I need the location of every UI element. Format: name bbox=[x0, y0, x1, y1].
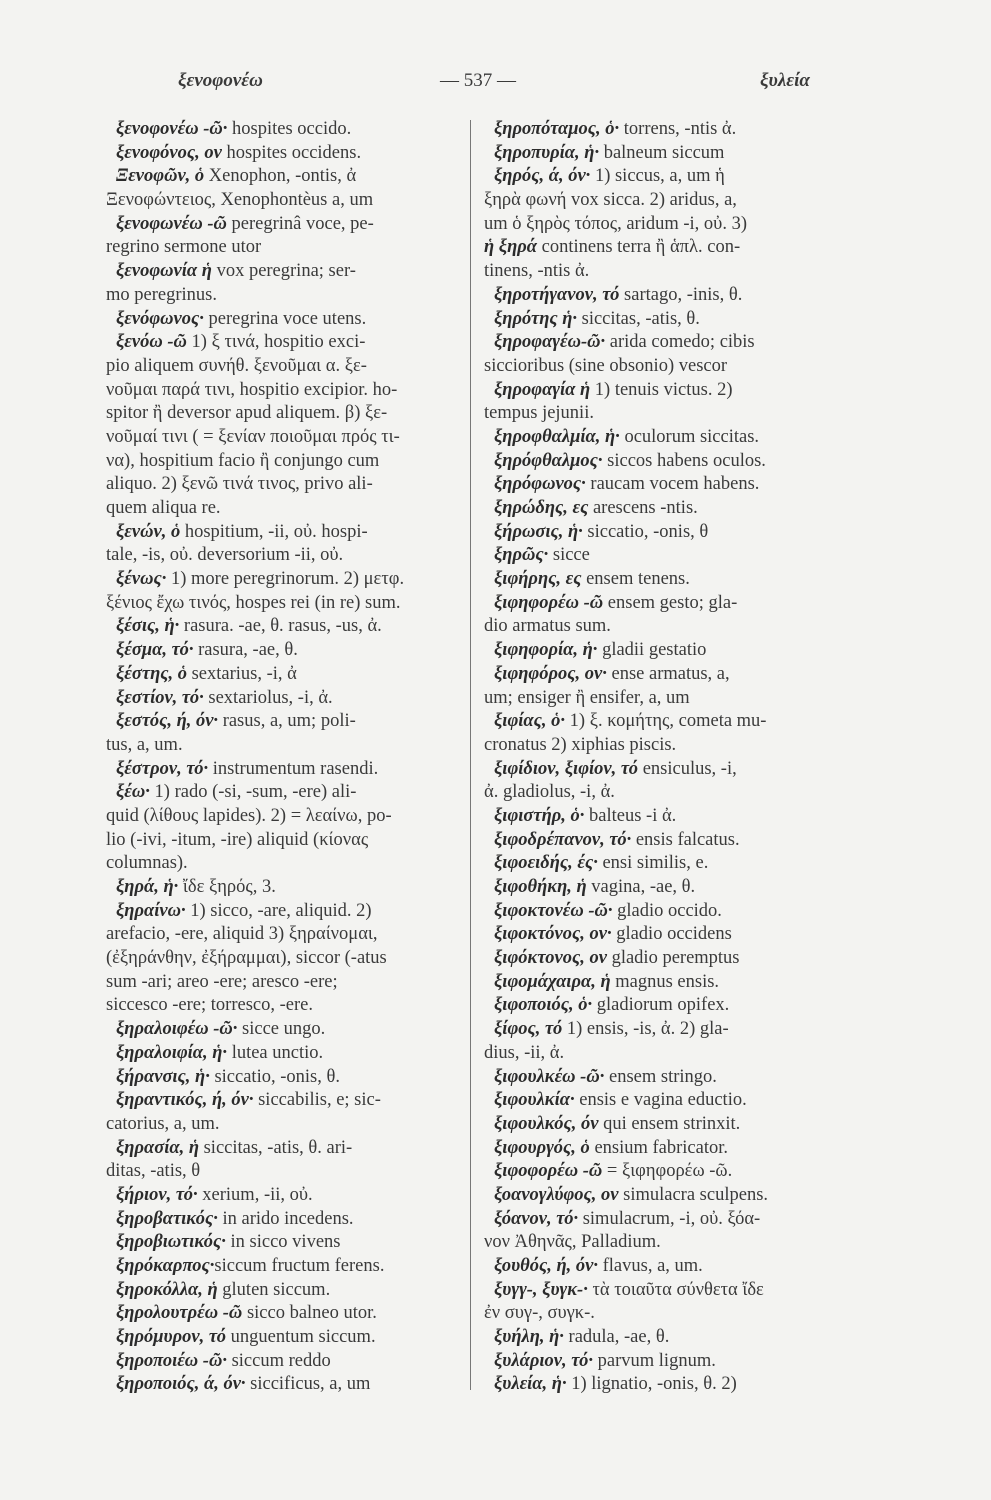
dictionary-entry-line bbox=[106, 308, 466, 332]
definition-text: Xenophon, -ontis, ἀ bbox=[204, 166, 357, 187]
definition-text: ensis falcatus. bbox=[631, 829, 740, 850]
continuation-line bbox=[106, 473, 466, 497]
headword: ξιφοκτόνος, ον· bbox=[494, 924, 612, 945]
definition-text: ἀ. gladiolus, -i, ἀ. bbox=[484, 782, 615, 803]
definition-text: gladii gestatio bbox=[597, 640, 707, 661]
dictionary-entry-line bbox=[106, 568, 466, 592]
continuation-line bbox=[106, 1160, 466, 1184]
dictionary-entry-line bbox=[106, 1302, 466, 1326]
definition-text: gluten siccum. bbox=[217, 1279, 331, 1300]
definition-text: sextariolus, -i, ἀ. bbox=[203, 687, 333, 708]
definition-text: ensi similis, e. bbox=[597, 853, 709, 874]
dictionary-entry-line bbox=[484, 497, 876, 521]
definition-text: sum -ari; areo -ere; aresco -ere; bbox=[106, 971, 338, 992]
dictionary-entry-line bbox=[106, 1255, 466, 1279]
dictionary-entry-line bbox=[106, 1208, 466, 1232]
dictionary-entry-line bbox=[106, 663, 466, 687]
headword: ξηροφθαλμία, ἡ· bbox=[494, 426, 620, 447]
definition-text: sicce ungo. bbox=[237, 1019, 326, 1040]
definition-text: Ξενοφώντειος, Xenophontèus a, um bbox=[106, 190, 374, 211]
headword: ξιφοκτονέω -ῶ· bbox=[494, 900, 613, 921]
headword: ξηραλοιφία, ἡ· bbox=[116, 1042, 228, 1063]
headword: ξιφουργός, ὁ bbox=[494, 1137, 590, 1158]
headword: ξουθός, ή, όν· bbox=[494, 1256, 598, 1276]
definition-text: siccificus, a, um bbox=[245, 1374, 371, 1395]
headword: ξέστρον, τό· bbox=[116, 758, 209, 779]
headword: ξόανον, τό· bbox=[494, 1208, 579, 1229]
dictionary-entry-line bbox=[484, 1137, 876, 1161]
definition-text: rasura. -ae, θ. rasus, -us, ἀ. bbox=[179, 616, 382, 637]
headword: ξηροπυρία, ἡ· bbox=[494, 142, 600, 163]
dictionary-entry-line bbox=[106, 331, 466, 355]
dictionary-entry-line bbox=[484, 1089, 876, 1113]
headword: ξήριον, τό· bbox=[116, 1184, 198, 1205]
dictionary-entry-line bbox=[484, 947, 876, 971]
continuation-line bbox=[484, 260, 876, 284]
continuation-line bbox=[106, 544, 466, 568]
dictionary-entry-line bbox=[484, 900, 876, 924]
headword: ξιφοθήκη, ἡ bbox=[494, 877, 587, 897]
definition-text: tale, -is, οὐ. deversorium -ii, οὐ. bbox=[106, 545, 344, 566]
definition-text: τὰ τοιαῦτα σύνθετα ἴδε bbox=[587, 1279, 764, 1300]
headword: ξηρόκαρπος· bbox=[116, 1256, 215, 1276]
headword: ξηραίνω· bbox=[116, 900, 186, 921]
dictionary-entry-line bbox=[484, 876, 876, 900]
continuation-line bbox=[484, 734, 876, 758]
continuation-line bbox=[106, 426, 466, 450]
headword: ξιφηφορέω -ῶ bbox=[494, 592, 604, 613]
continuation-line bbox=[106, 497, 466, 521]
dictionary-entry-line bbox=[106, 1137, 466, 1161]
definition-text: balneum siccum bbox=[599, 142, 725, 163]
headword: ξηρά, ἡ· bbox=[116, 877, 179, 897]
definition-text: 1) ξ τινά, hospitio exci- bbox=[186, 332, 366, 353]
definition-text: flavus, a, um. bbox=[598, 1256, 703, 1276]
dictionary-entry-line bbox=[484, 426, 876, 450]
continuation-line bbox=[106, 450, 466, 474]
headword: ξιφοειδής, ές· bbox=[494, 853, 598, 874]
headword: ξιφοδρέπανον, τό· bbox=[494, 829, 632, 850]
dictionary-entry-line bbox=[484, 592, 876, 616]
definition-text: ensium fabricator. bbox=[589, 1137, 729, 1158]
definition-text: ensem tenens. bbox=[581, 569, 690, 590]
definition-text: gladiorum opifex. bbox=[592, 995, 730, 1016]
dictionary-entry-line bbox=[106, 876, 466, 900]
dictionary-entry-line bbox=[106, 260, 466, 284]
definition-text: gladio occidens bbox=[611, 924, 732, 945]
definition-text: sicce bbox=[548, 545, 590, 566]
definition-text: dius, -ii, ἀ. bbox=[484, 1042, 565, 1063]
headword: ξηροφαγία ἡ bbox=[494, 379, 591, 400]
headword: ξιφομάχαιρα, ἡ bbox=[494, 971, 611, 992]
dictionary-entry-line bbox=[106, 1066, 466, 1090]
definition-text: quid (λίθους lapides). 2) = λεαίνω, po- bbox=[106, 805, 392, 826]
continuation-line bbox=[106, 355, 466, 379]
dictionary-entry-line bbox=[484, 710, 876, 734]
left-column bbox=[106, 118, 466, 1397]
headword: ξιφήρης, ες bbox=[494, 569, 582, 590]
dictionary-entry-line bbox=[484, 450, 876, 474]
headword: Ξενοφῶν, ὁ bbox=[116, 166, 205, 187]
definition-text: ensem stringo. bbox=[604, 1066, 717, 1087]
headword: ξηρότης ἡ· bbox=[494, 308, 577, 329]
headword: ξηραντικός, ή, όν· bbox=[116, 1090, 254, 1111]
definition-text: siccos habens oculos. bbox=[602, 450, 766, 471]
dictionary-entry-line bbox=[484, 1018, 876, 1042]
continuation-line bbox=[484, 189, 876, 213]
continuation-line bbox=[106, 947, 466, 971]
dictionary-entry-line bbox=[106, 1373, 466, 1397]
definition-text: 1) more peregrinorum. 2) μετφ. bbox=[166, 569, 405, 590]
headword: ξιφηφορία, ἡ· bbox=[494, 640, 598, 661]
definition-text: tinens, -ntis ἀ. bbox=[484, 261, 590, 282]
definition-text: ensem gesto; gla- bbox=[603, 592, 738, 613]
headword: ξυλεία, ἡ· bbox=[494, 1374, 567, 1395]
dictionary-entry-line bbox=[484, 994, 876, 1018]
continuation-line bbox=[106, 189, 466, 213]
headword: ξιφηφόρος, ον· bbox=[494, 663, 607, 684]
definition-text: siccabilis, e; sic- bbox=[253, 1090, 381, 1111]
definition-text: siccum reddo bbox=[226, 1350, 331, 1371]
definition-text: simulacra sculpens. bbox=[618, 1184, 769, 1205]
headword: ξυλάριον, τό· bbox=[494, 1350, 594, 1371]
definition-text: pio aliquem συνήθ. ξενοῦμαι α. ξε- bbox=[106, 355, 367, 376]
definition-text: 1) tenuis victus. 2) bbox=[590, 379, 733, 400]
dictionary-entry-line bbox=[106, 639, 466, 663]
definition-text: tempus jejunii. bbox=[484, 403, 594, 424]
definition-text: arida comedo; cibis bbox=[605, 332, 755, 353]
definition-text: raucam vocem habens. bbox=[585, 474, 760, 495]
definition-text: siccatio, -onis, θ bbox=[582, 521, 709, 542]
headword: ξηρός, ά, όν· bbox=[494, 166, 591, 187]
dictionary-entry-line bbox=[484, 1255, 876, 1279]
definition-text: peregrinâ voce, pe- bbox=[226, 213, 374, 234]
definition-text: siccesco -ere; torresco, -ere. bbox=[106, 995, 313, 1016]
headword: ξηροφαγέω-ῶ· bbox=[494, 332, 606, 353]
headword: ξένως· bbox=[116, 569, 167, 590]
definition-text: rasus, a, um; poli- bbox=[218, 711, 356, 732]
continuation-line bbox=[106, 379, 466, 403]
definition-text: 1) ensis, -is, ἀ. 2) gla- bbox=[562, 1019, 729, 1040]
definition-text: spitor ἢ deversor apud aliquem. β) ξε- bbox=[106, 403, 388, 424]
dictionary-entry-line bbox=[484, 805, 876, 829]
definition-text: um ὁ ξηρὸς τόπος, aridum -i, οὐ. 3) bbox=[484, 213, 747, 234]
continuation-line bbox=[106, 1113, 466, 1137]
dictionary-entry-line bbox=[484, 1113, 876, 1137]
headword: ξιφόκτονος, ον bbox=[494, 948, 607, 969]
dictionary-entry-line bbox=[484, 1350, 876, 1374]
continuation-line bbox=[484, 355, 876, 379]
headword: ξενοφόνος, ον bbox=[116, 142, 222, 163]
running-head-right: ξυλεία bbox=[760, 70, 810, 91]
dictionary-entry-line bbox=[484, 1160, 876, 1184]
page-number: — 537 — bbox=[440, 70, 516, 91]
headword: ξέστης, ὁ bbox=[116, 663, 187, 684]
dictionary-entry-line bbox=[484, 1326, 876, 1350]
dictionary-entry-line bbox=[484, 829, 876, 853]
dictionary-entry-line bbox=[106, 710, 466, 734]
definition-text: νοῦμαι παρά τινι, hospitio excipior. ho- bbox=[106, 379, 398, 400]
continuation-line bbox=[106, 284, 466, 308]
headword: ξίφος, τό bbox=[494, 1019, 563, 1040]
definition-text: gladio occido. bbox=[612, 900, 722, 921]
definition-text: regrino sermone utor bbox=[106, 237, 262, 258]
headword: ξεστός, ή, όν· bbox=[116, 711, 219, 732]
dictionary-entry-line bbox=[484, 118, 876, 142]
running-head-left: ξενοφονέω bbox=[178, 70, 263, 91]
headword: ξοανογλύφος, ον bbox=[494, 1184, 619, 1205]
continuation-line bbox=[106, 236, 466, 260]
headword: ξηροβατικός· bbox=[116, 1208, 218, 1229]
definition-text: ensiculus, -i, bbox=[638, 758, 737, 779]
continuation-line bbox=[106, 805, 466, 829]
definition-text: sartago, -inis, θ. bbox=[619, 284, 743, 305]
dictionary-entry-line bbox=[106, 1018, 466, 1042]
dictionary-entry-line bbox=[484, 544, 876, 568]
dictionary-entry-line bbox=[106, 1042, 466, 1066]
dictionary-entry-line bbox=[484, 331, 876, 355]
dictionary-entry-line bbox=[484, 1373, 876, 1397]
dictionary-entry-line bbox=[484, 923, 876, 947]
headword: ξιφουλκός, όν bbox=[494, 1113, 599, 1134]
headword: ξηραλοιφέω -ῶ· bbox=[116, 1019, 238, 1040]
dictionary-entry-line bbox=[106, 142, 466, 166]
dictionary-entry-line bbox=[106, 1350, 466, 1374]
definition-text: 1) lignatio, -onis, θ. 2) bbox=[566, 1374, 737, 1395]
dictionary-entry-line bbox=[484, 639, 876, 663]
continuation-line bbox=[106, 592, 466, 616]
column-divider bbox=[470, 120, 471, 1390]
headword: ξιφοφορέω -ῶ bbox=[494, 1161, 603, 1182]
definition-text: ensis e vagina eductio. bbox=[574, 1090, 747, 1111]
definition-text: um; ensiger ἢ ensifer, a, um bbox=[484, 687, 690, 708]
definition-text: lio (-ivi, -itum, -ire) aliquid (κίονας bbox=[106, 829, 369, 850]
dictionary-entry-line bbox=[106, 1089, 466, 1113]
definition-text: siccum fructum ferens. bbox=[214, 1256, 385, 1276]
dictionary-entry-line bbox=[484, 308, 876, 332]
continuation-line bbox=[484, 1231, 876, 1255]
definition-text: instrumentum rasendi. bbox=[208, 758, 379, 779]
headword: ξενόω -ῶ bbox=[116, 332, 187, 353]
dictionary-entry-line bbox=[484, 521, 876, 545]
definition-text: ditas, -atis, θ bbox=[106, 1161, 201, 1182]
dictionary-entry-line bbox=[484, 236, 876, 260]
definition-text: vagina, -ae, θ. bbox=[586, 877, 696, 897]
definition-text: in arido incedens. bbox=[217, 1208, 354, 1229]
headword: ξενών, ὁ bbox=[116, 521, 181, 542]
definition-text: tus, a, um. bbox=[106, 734, 183, 755]
definition-text: ἐν συγ-, συγκ-. bbox=[484, 1303, 595, 1324]
continuation-line bbox=[106, 852, 466, 876]
continuation-line bbox=[106, 971, 466, 995]
dictionary-entry-line bbox=[484, 971, 876, 995]
headword: ξιφοποιός, ὁ· bbox=[494, 995, 593, 1016]
definition-text: cronatus 2) xiphias piscis. bbox=[484, 734, 677, 755]
continuation-line bbox=[484, 213, 876, 237]
definition-text: qui ensem strinxit. bbox=[598, 1113, 741, 1134]
definition-text: unguentum siccum. bbox=[226, 1327, 376, 1348]
definition-text: magnus ensis. bbox=[610, 971, 720, 992]
definition-text: mo peregrinus. bbox=[106, 284, 217, 305]
definition-text: torrens, -ntis ἀ. bbox=[619, 119, 737, 139]
headword: ξιφιστήρ, ὁ· bbox=[494, 805, 585, 826]
dictionary-entry-line bbox=[484, 379, 876, 403]
dictionary-entry-line bbox=[484, 568, 876, 592]
definition-text: peregrina voce utens. bbox=[203, 308, 367, 329]
definition-text: siccitas, -atis, θ. bbox=[577, 308, 700, 329]
right-column bbox=[484, 118, 876, 1397]
definition-text: catorius, a, um. bbox=[106, 1113, 220, 1134]
definition-text: gladio peremptus bbox=[606, 948, 740, 969]
headword: ξυγγ-, ξυγκ-· bbox=[494, 1279, 588, 1300]
continuation-line bbox=[484, 1042, 876, 1066]
dictionary-entry-line bbox=[106, 1326, 466, 1350]
dictionary-entry-line bbox=[484, 473, 876, 497]
headword: ξενοφονέω -ῶ· bbox=[116, 119, 228, 139]
dictionary-entry-line bbox=[106, 1279, 466, 1303]
dictionary-entry-line bbox=[106, 615, 466, 639]
definition-text: 1) rado (-si, -sum, -ere) ali- bbox=[149, 782, 357, 803]
definition-text: hospitium, -ii, οὐ. hospi- bbox=[180, 521, 368, 542]
headword: ξενοφωνέω -ῶ bbox=[116, 213, 227, 234]
continuation-line bbox=[106, 923, 466, 947]
dictionary-entry-line bbox=[484, 1208, 876, 1232]
definition-text: in sicco vivens bbox=[225, 1232, 341, 1253]
definition-text: arescens -ntis. bbox=[588, 498, 698, 518]
dictionary-entry-line bbox=[106, 758, 466, 782]
dictionary-entry-line bbox=[106, 165, 466, 189]
definition-text: ξηρὰ φωνή vox sicca. 2) aridus, a, bbox=[484, 190, 737, 211]
definition-text: balteus -i ἀ. bbox=[584, 805, 677, 826]
continuation-line bbox=[484, 1302, 876, 1326]
dictionary-entry-line bbox=[106, 1184, 466, 1208]
headword: ξενόφωνος· bbox=[116, 308, 204, 329]
dictionary-entry-line bbox=[106, 521, 466, 545]
definition-text: xerium, -ii, οὐ. bbox=[197, 1184, 313, 1205]
headword: ξηρόφθαλμος· bbox=[494, 450, 603, 471]
headword: ξιφίας, ὁ· bbox=[494, 711, 566, 732]
definition-text: να), hospitium facio ἢ conjungo cum bbox=[106, 450, 380, 471]
definition-text: radula, -ae, θ. bbox=[563, 1327, 670, 1348]
definition-text: sextarius, -i, ἀ bbox=[186, 663, 297, 684]
definition-text: vox peregrina; ser- bbox=[211, 261, 356, 282]
dictionary-entry-line bbox=[106, 118, 466, 142]
definition-text: parvum lignum. bbox=[593, 1350, 716, 1371]
headword: ξιφίδιον, ξιφίον, τό bbox=[494, 758, 639, 779]
definition-text: siccioribus (sine obsonio) vescor bbox=[484, 355, 728, 376]
headword: ξηρόμυρον, τό bbox=[116, 1327, 227, 1348]
dictionary-entry-line bbox=[484, 142, 876, 166]
definition-text: νοῦμαί τινι ( = ξενίαν ποιοῦμαι πρός τι- bbox=[106, 426, 400, 447]
headword: ξηρολουτρέω -ῶ bbox=[116, 1303, 243, 1324]
continuation-line bbox=[106, 734, 466, 758]
definition-text: rasura, -ae, θ. bbox=[193, 640, 298, 661]
definition-text: (ἐξηράνθην, ἐξήραμμαι), siccor (-atus bbox=[106, 948, 387, 969]
headword: ἡ ξηρά bbox=[484, 237, 538, 258]
dictionary-entry-line bbox=[106, 687, 466, 711]
headword: ξηρῶς· bbox=[494, 545, 549, 566]
definition-text: quem aliqua re. bbox=[106, 498, 221, 518]
dictionary-entry-line bbox=[484, 284, 876, 308]
definition-text: 1) siccus, a, um ἡ bbox=[590, 166, 725, 187]
continuation-line bbox=[106, 829, 466, 853]
definition-text: νον Ἀθηνᾶς, Palladium. bbox=[484, 1232, 661, 1253]
headword: ξεστίον, τό· bbox=[116, 687, 204, 708]
dictionary-entry-line bbox=[484, 1184, 876, 1208]
headword: ξιφουλκέω -ῶ· bbox=[494, 1066, 605, 1087]
definition-text: aliquo. 2) ξενῶ τινά τινος, privo ali- bbox=[106, 474, 373, 495]
headword: ξέσμα, τό· bbox=[116, 640, 194, 661]
definition-text: dio armatus sum. bbox=[484, 616, 611, 637]
headword: ξέω· bbox=[116, 782, 150, 803]
dictionary-entry-line bbox=[484, 663, 876, 687]
definition-text: lutea unctio. bbox=[227, 1042, 324, 1063]
dictionary-entry-line bbox=[106, 1231, 466, 1255]
definition-text: siccitas, -atis, θ. ari- bbox=[198, 1137, 353, 1158]
definition-text: hospites occido. bbox=[227, 119, 352, 139]
continuation-line bbox=[106, 402, 466, 426]
headword: ξηρώδης, ες bbox=[494, 498, 589, 518]
definition-text: = ξιφηφορέω -ῶ. bbox=[602, 1161, 733, 1182]
headword: ξηροκόλλα, ἡ bbox=[116, 1279, 218, 1300]
definition-text: siccatio, -onis, θ. bbox=[209, 1066, 340, 1087]
continuation-line bbox=[484, 687, 876, 711]
headword: ξήρανσις, ἡ· bbox=[116, 1066, 210, 1087]
headword: ξενοφωνία ἡ bbox=[116, 261, 212, 282]
headword: ξιφουλκία· bbox=[494, 1090, 575, 1111]
definition-text: oculorum siccitas. bbox=[619, 426, 760, 447]
definition-text: 1) sicco, -are, aliquid. 2) bbox=[185, 900, 372, 921]
headword: ξηροποιέω -ῶ· bbox=[116, 1350, 227, 1371]
dictionary-entry-line bbox=[106, 213, 466, 237]
definition-text: ξένιος ἔχω τινός, hospes rei (in re) sum. bbox=[106, 592, 401, 613]
definition-text: hospites occidens. bbox=[221, 142, 362, 163]
definition-text: arefacio, -ere, aliquid 3) ξηραίνομαι, bbox=[106, 924, 378, 945]
dictionary-entry-line bbox=[484, 1066, 876, 1090]
headword: ξηροποιός, ά, όν· bbox=[116, 1374, 246, 1395]
definition-text: sicco balneo utor. bbox=[242, 1303, 377, 1324]
dictionary-entry-line bbox=[106, 781, 466, 805]
definition-text: ἴδε ξηρός, 3. bbox=[178, 877, 276, 897]
headword: ξηροβιωτικός· bbox=[116, 1232, 226, 1253]
definition-text: 1) ξ. κομήτης, cometa mu- bbox=[565, 711, 767, 732]
headword: ξηροτήγανον, τό bbox=[494, 284, 620, 305]
dictionary-entry-line bbox=[484, 758, 876, 782]
continuation-line bbox=[484, 615, 876, 639]
continuation-line bbox=[106, 994, 466, 1018]
definition-text: continens terra ἢ ἁπλ. con- bbox=[537, 237, 741, 258]
dictionary-entry-line bbox=[484, 852, 876, 876]
headword: ξηρόφωνος· bbox=[494, 474, 586, 495]
definition-text: ense armatus, a, bbox=[606, 663, 730, 684]
dictionary-entry-line bbox=[484, 165, 876, 189]
headword: ξηροπόταμος, ὁ· bbox=[494, 119, 620, 139]
headword: ξήρωσις, ἡ· bbox=[494, 521, 583, 542]
headword: ξέσις, ἡ· bbox=[116, 616, 180, 637]
definition-text: columnas). bbox=[106, 853, 188, 874]
definition-text: simulacrum, -i, οὐ. ξόα- bbox=[578, 1208, 761, 1229]
dictionary-entry-line bbox=[106, 900, 466, 924]
dictionary-entry-line bbox=[484, 1279, 876, 1303]
continuation-line bbox=[484, 781, 876, 805]
continuation-line bbox=[484, 402, 876, 426]
headword: ξυήλη, ἡ· bbox=[494, 1327, 564, 1348]
headword: ξηρασία, ἡ bbox=[116, 1137, 199, 1158]
